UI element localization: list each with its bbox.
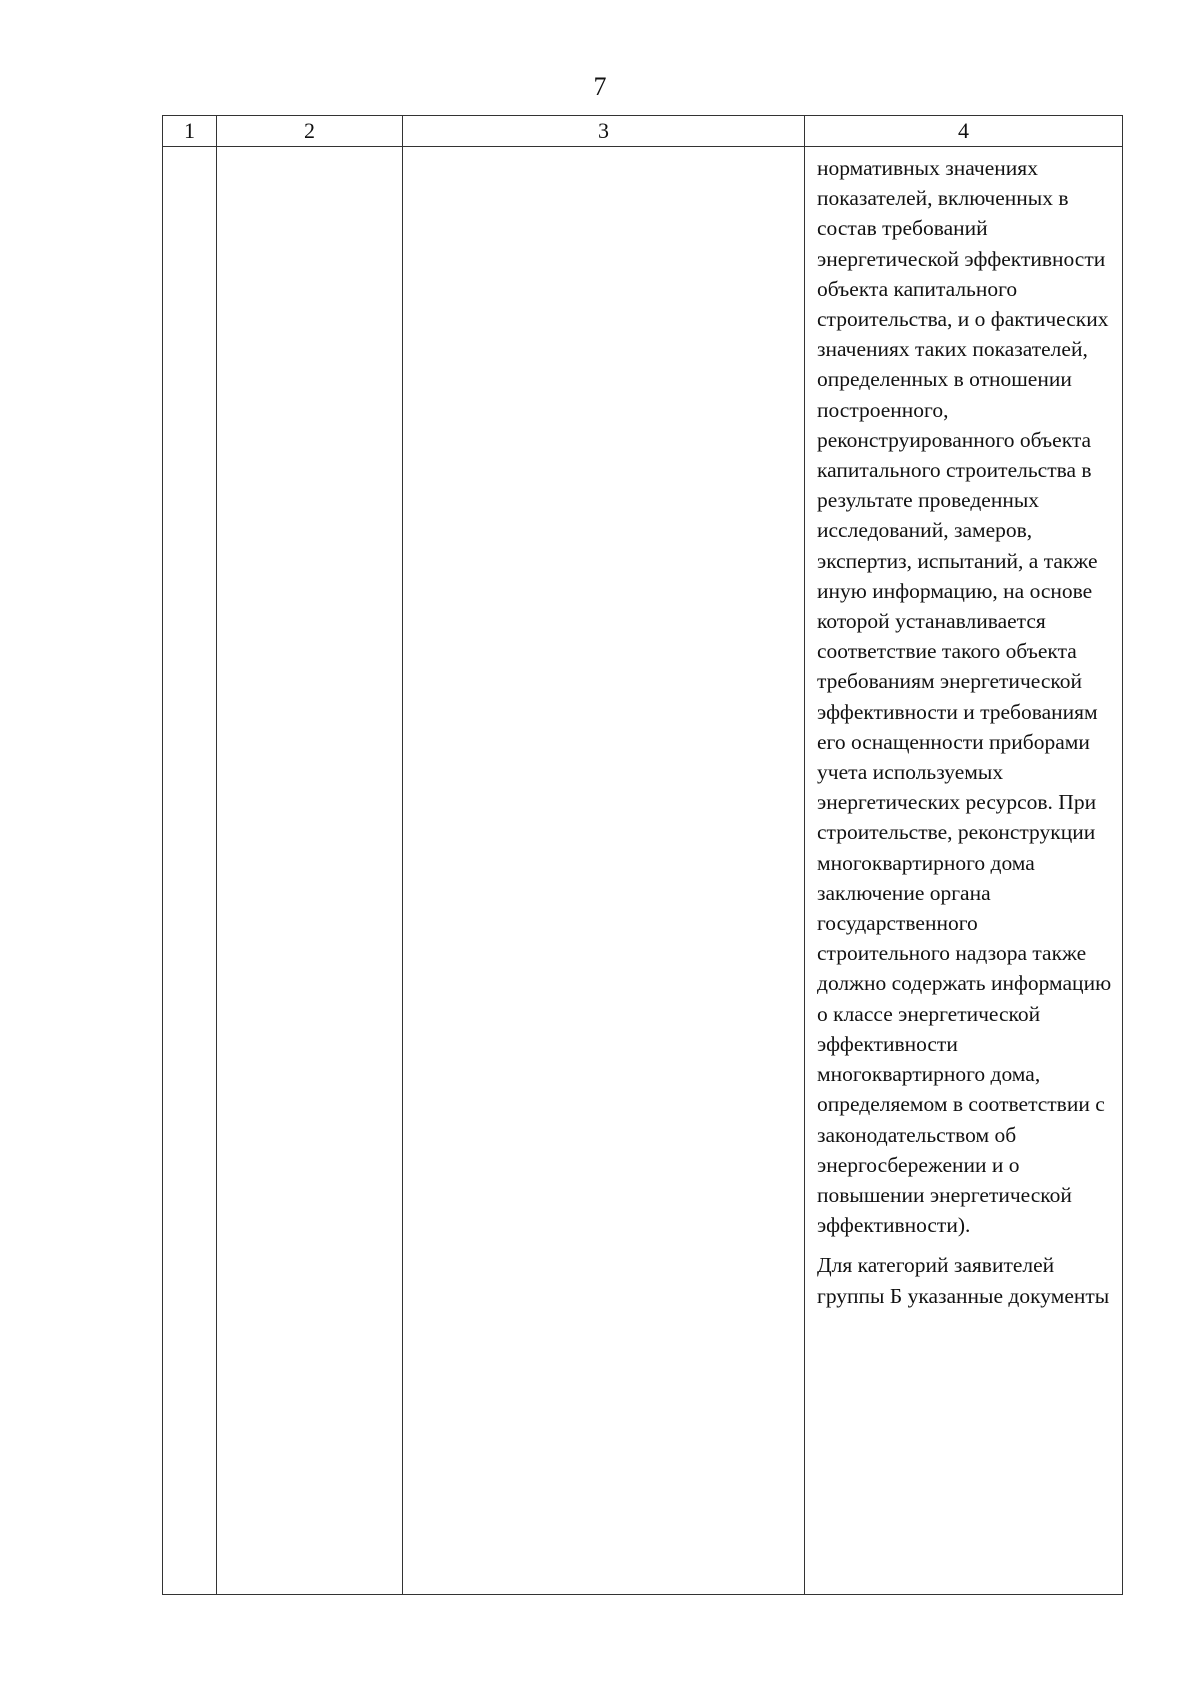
column-header-3: 3 xyxy=(403,116,805,147)
cell-paragraph-2: Для категорий заявителей группы Б указанные документы xyxy=(817,1253,1110,1308)
table-header-row xyxy=(163,116,1123,147)
column-header-4: 4 xyxy=(805,116,1123,147)
cell-col-3 xyxy=(403,147,805,1595)
cell-col-1 xyxy=(163,147,217,1595)
cell-col-4 xyxy=(805,147,1123,1595)
column-header-2: 2 xyxy=(217,116,403,147)
cell-col-2 xyxy=(217,147,403,1595)
cell-paragraph-1: нормативных значениях показателей, включенных в состав требований энергетической эффективности объекта капитального строительства, и о фактических значениях таких показателей, определенных в отношении построенного, реконструированного объекта капитального строительства в результате проведенных исследований, замеров, экспертиз, испытаний, а также иную информацию, на основе которой устанавливается соответствие такого объекта требованиям энергетической эффективности и требованиям его оснащенности приборами учета используемых энергетических ресурсов. При строительстве, реконструкции многоквартирного дома заключение органа государственного строительного надзора также должно содержать информацию о классе энергетической эффективности многоквартирного дома, определяемом в соответствии с законодательством об энергосбережении и о повышении энергетической эффективности). xyxy=(817,156,1112,1238)
table-row xyxy=(163,147,1123,1595)
cell-col-4-text xyxy=(805,147,1122,1311)
page-number: 7 xyxy=(593,72,607,101)
document-table xyxy=(162,115,1123,1595)
column-header-1: 1 xyxy=(163,116,217,147)
